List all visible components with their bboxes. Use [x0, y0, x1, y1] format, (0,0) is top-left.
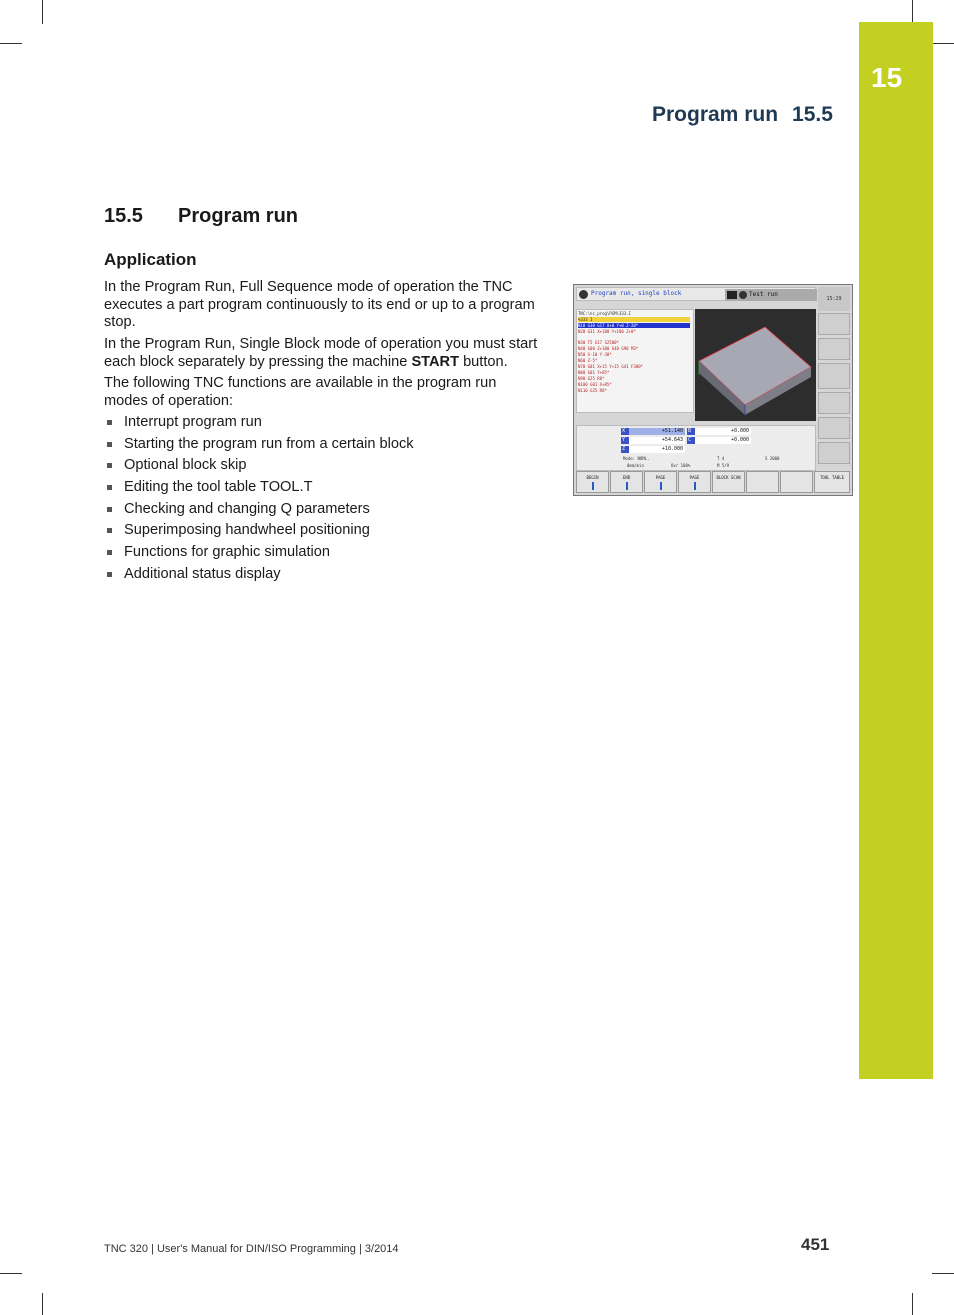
- arrow-up-icon: [660, 482, 662, 490]
- arrow-down-icon: [694, 482, 696, 490]
- list-item: Additional status display: [104, 566, 414, 588]
- program-line: N30 T5 G17 S2500*: [578, 340, 619, 345]
- softkey-row: [576, 471, 850, 493]
- paragraph-1: In the Program Run, Full Sequence mode of operation the TNC executes a part program continuously to its end or up to a program stop.: [104, 279, 535, 331]
- axis-label: B: [687, 428, 695, 435]
- running-head-title: Program run: [652, 103, 779, 126]
- program-line: N80 G01 Y+85*: [578, 370, 610, 375]
- list-item: Interrupt program run: [104, 414, 414, 436]
- spindle-speed: S 2000: [765, 456, 780, 461]
- softkey-page-up[interactable]: PAGE: [644, 471, 677, 493]
- graphics-window: [695, 309, 816, 421]
- footer-text: TNC 320 | User's Manual for DIN/ISO Programming | 3/2014: [104, 1243, 399, 1255]
- program-path: TNC:\nc_prog\PGM\333.I: [578, 311, 631, 316]
- spindle-override-softkey[interactable]: [818, 442, 850, 464]
- feed-override-softkey[interactable]: [818, 417, 850, 439]
- program-line: N70 G01 X+15 Y+15 G41 F300*: [578, 364, 644, 369]
- bullet-square-icon: [107, 572, 112, 577]
- mode-icon: [579, 290, 588, 299]
- bullet-square-icon: [107, 420, 112, 425]
- softkey-empty[interactable]: [780, 471, 813, 493]
- override: Ovr 100%: [671, 463, 691, 468]
- axis-value: +0.000: [695, 437, 751, 444]
- feed-rate: 0mm/min: [627, 463, 644, 468]
- list-item: Functions for graphic simulation: [104, 544, 414, 566]
- tnc-screenshot: [573, 284, 853, 496]
- bullet-square-icon: [107, 528, 112, 533]
- softkey-page-down[interactable]: PAGE: [678, 471, 711, 493]
- paragraph-2-end: button.: [459, 353, 508, 370]
- axis-label: Y: [621, 437, 629, 444]
- axis-value: +10.000: [629, 446, 685, 453]
- section-title: [104, 205, 298, 228]
- side-softkey[interactable]: [818, 363, 850, 389]
- bullet-square-icon: [107, 442, 112, 447]
- softkey-tool-table[interactable]: TOOL TABLE: [814, 471, 850, 493]
- mode-line: Mode: NOML.: [623, 456, 650, 461]
- m-function: M 5/9: [717, 463, 730, 468]
- side-softkey[interactable]: [818, 338, 850, 360]
- softkey-block-scan[interactable]: BLOCK SCAN: [712, 471, 745, 493]
- axis-value: +0.000: [695, 428, 751, 435]
- list-item: Superimposing handwheel positioning: [104, 522, 414, 544]
- softkey-empty[interactable]: [746, 471, 779, 493]
- page-number: 451: [801, 1235, 830, 1254]
- section-title-text: Program run: [178, 205, 299, 227]
- side-softkey[interactable]: [818, 392, 850, 414]
- axis-label: X: [621, 428, 629, 435]
- mode-header: [576, 287, 816, 301]
- crop-mark: [0, 43, 22, 44]
- list-item: Checking and changing Q parameters: [104, 501, 414, 523]
- status-panel: [576, 425, 816, 471]
- bullet-square-icon: [107, 507, 112, 512]
- crop-mark: [0, 1273, 22, 1274]
- chapter-tab: [859, 22, 933, 1079]
- crop-mark: [912, 1293, 913, 1315]
- clock: 15:29: [818, 287, 850, 311]
- subheading: Application: [104, 250, 197, 269]
- chapter-number: 15: [871, 62, 903, 93]
- side-softkey[interactable]: [818, 313, 850, 335]
- program-line: N60 Z-5*: [578, 358, 598, 363]
- bullet-square-icon: [107, 463, 112, 468]
- paragraph-3: The following TNC functions are available in the program run modes of operation:: [104, 375, 497, 409]
- list-item: Editing the tool table TOOL.T: [104, 479, 414, 501]
- program-line: %333 I: [578, 317, 690, 322]
- bullet-square-icon: [107, 485, 112, 490]
- axis-value: +51.140: [629, 428, 685, 435]
- submode-panel: [725, 289, 817, 301]
- program-line: N90 G25 R8*: [578, 376, 605, 381]
- crop-mark: [42, 0, 43, 24]
- program-line: N40 G00 Z+100 G40 G90 M3*: [578, 346, 639, 351]
- section-number: 15.5: [104, 205, 143, 227]
- submode-icon: [739, 291, 747, 299]
- arrow-down-icon: [626, 482, 628, 490]
- program-line: N50 X-10 Y-30*: [578, 352, 612, 357]
- softkey-end[interactable]: END: [610, 471, 643, 493]
- monitor-icon: [727, 291, 737, 299]
- axis-label: Z: [621, 446, 629, 453]
- paragraph-2-text: In the Program Run, Single Block mode of operation you must start each block separately by pressing the machine: [104, 336, 538, 370]
- function-list: [104, 414, 414, 588]
- program-line: N100 G01 X+85*: [578, 382, 612, 387]
- axis-value: +54.643: [629, 437, 685, 444]
- crop-mark: [42, 1293, 43, 1315]
- axis-label: C: [687, 437, 695, 444]
- list-item: Starting the program run from a certain block: [104, 436, 414, 458]
- program-line: N20 G31 X+100 Y+100 Z+0*: [578, 329, 636, 334]
- right-softkey-bar: [818, 313, 850, 463]
- bullet-square-icon: [107, 550, 112, 555]
- running-head-section: 15.5: [792, 103, 833, 126]
- running-head: [652, 103, 833, 127]
- mode-title: Program run, single block: [591, 290, 682, 297]
- softkey-begin[interactable]: BEGIN: [576, 471, 609, 493]
- submode-title: Test run: [749, 291, 778, 298]
- program-panel: [576, 309, 694, 413]
- paragraph-2: [104, 336, 544, 371]
- list-item: Optional block skip: [104, 457, 414, 479]
- start-keyword: START: [411, 353, 460, 370]
- workpiece-graphic: [695, 309, 816, 421]
- program-line: N10 G30 G17 X+0 Y+0 Z-20*: [578, 323, 690, 328]
- crop-mark: [932, 43, 954, 44]
- arrow-up-icon: [592, 482, 594, 490]
- crop-mark: [932, 1273, 954, 1274]
- program-line: N110 G25 R8*: [578, 388, 607, 393]
- crop-mark: [912, 0, 913, 24]
- tool-number: T 4: [717, 456, 725, 461]
